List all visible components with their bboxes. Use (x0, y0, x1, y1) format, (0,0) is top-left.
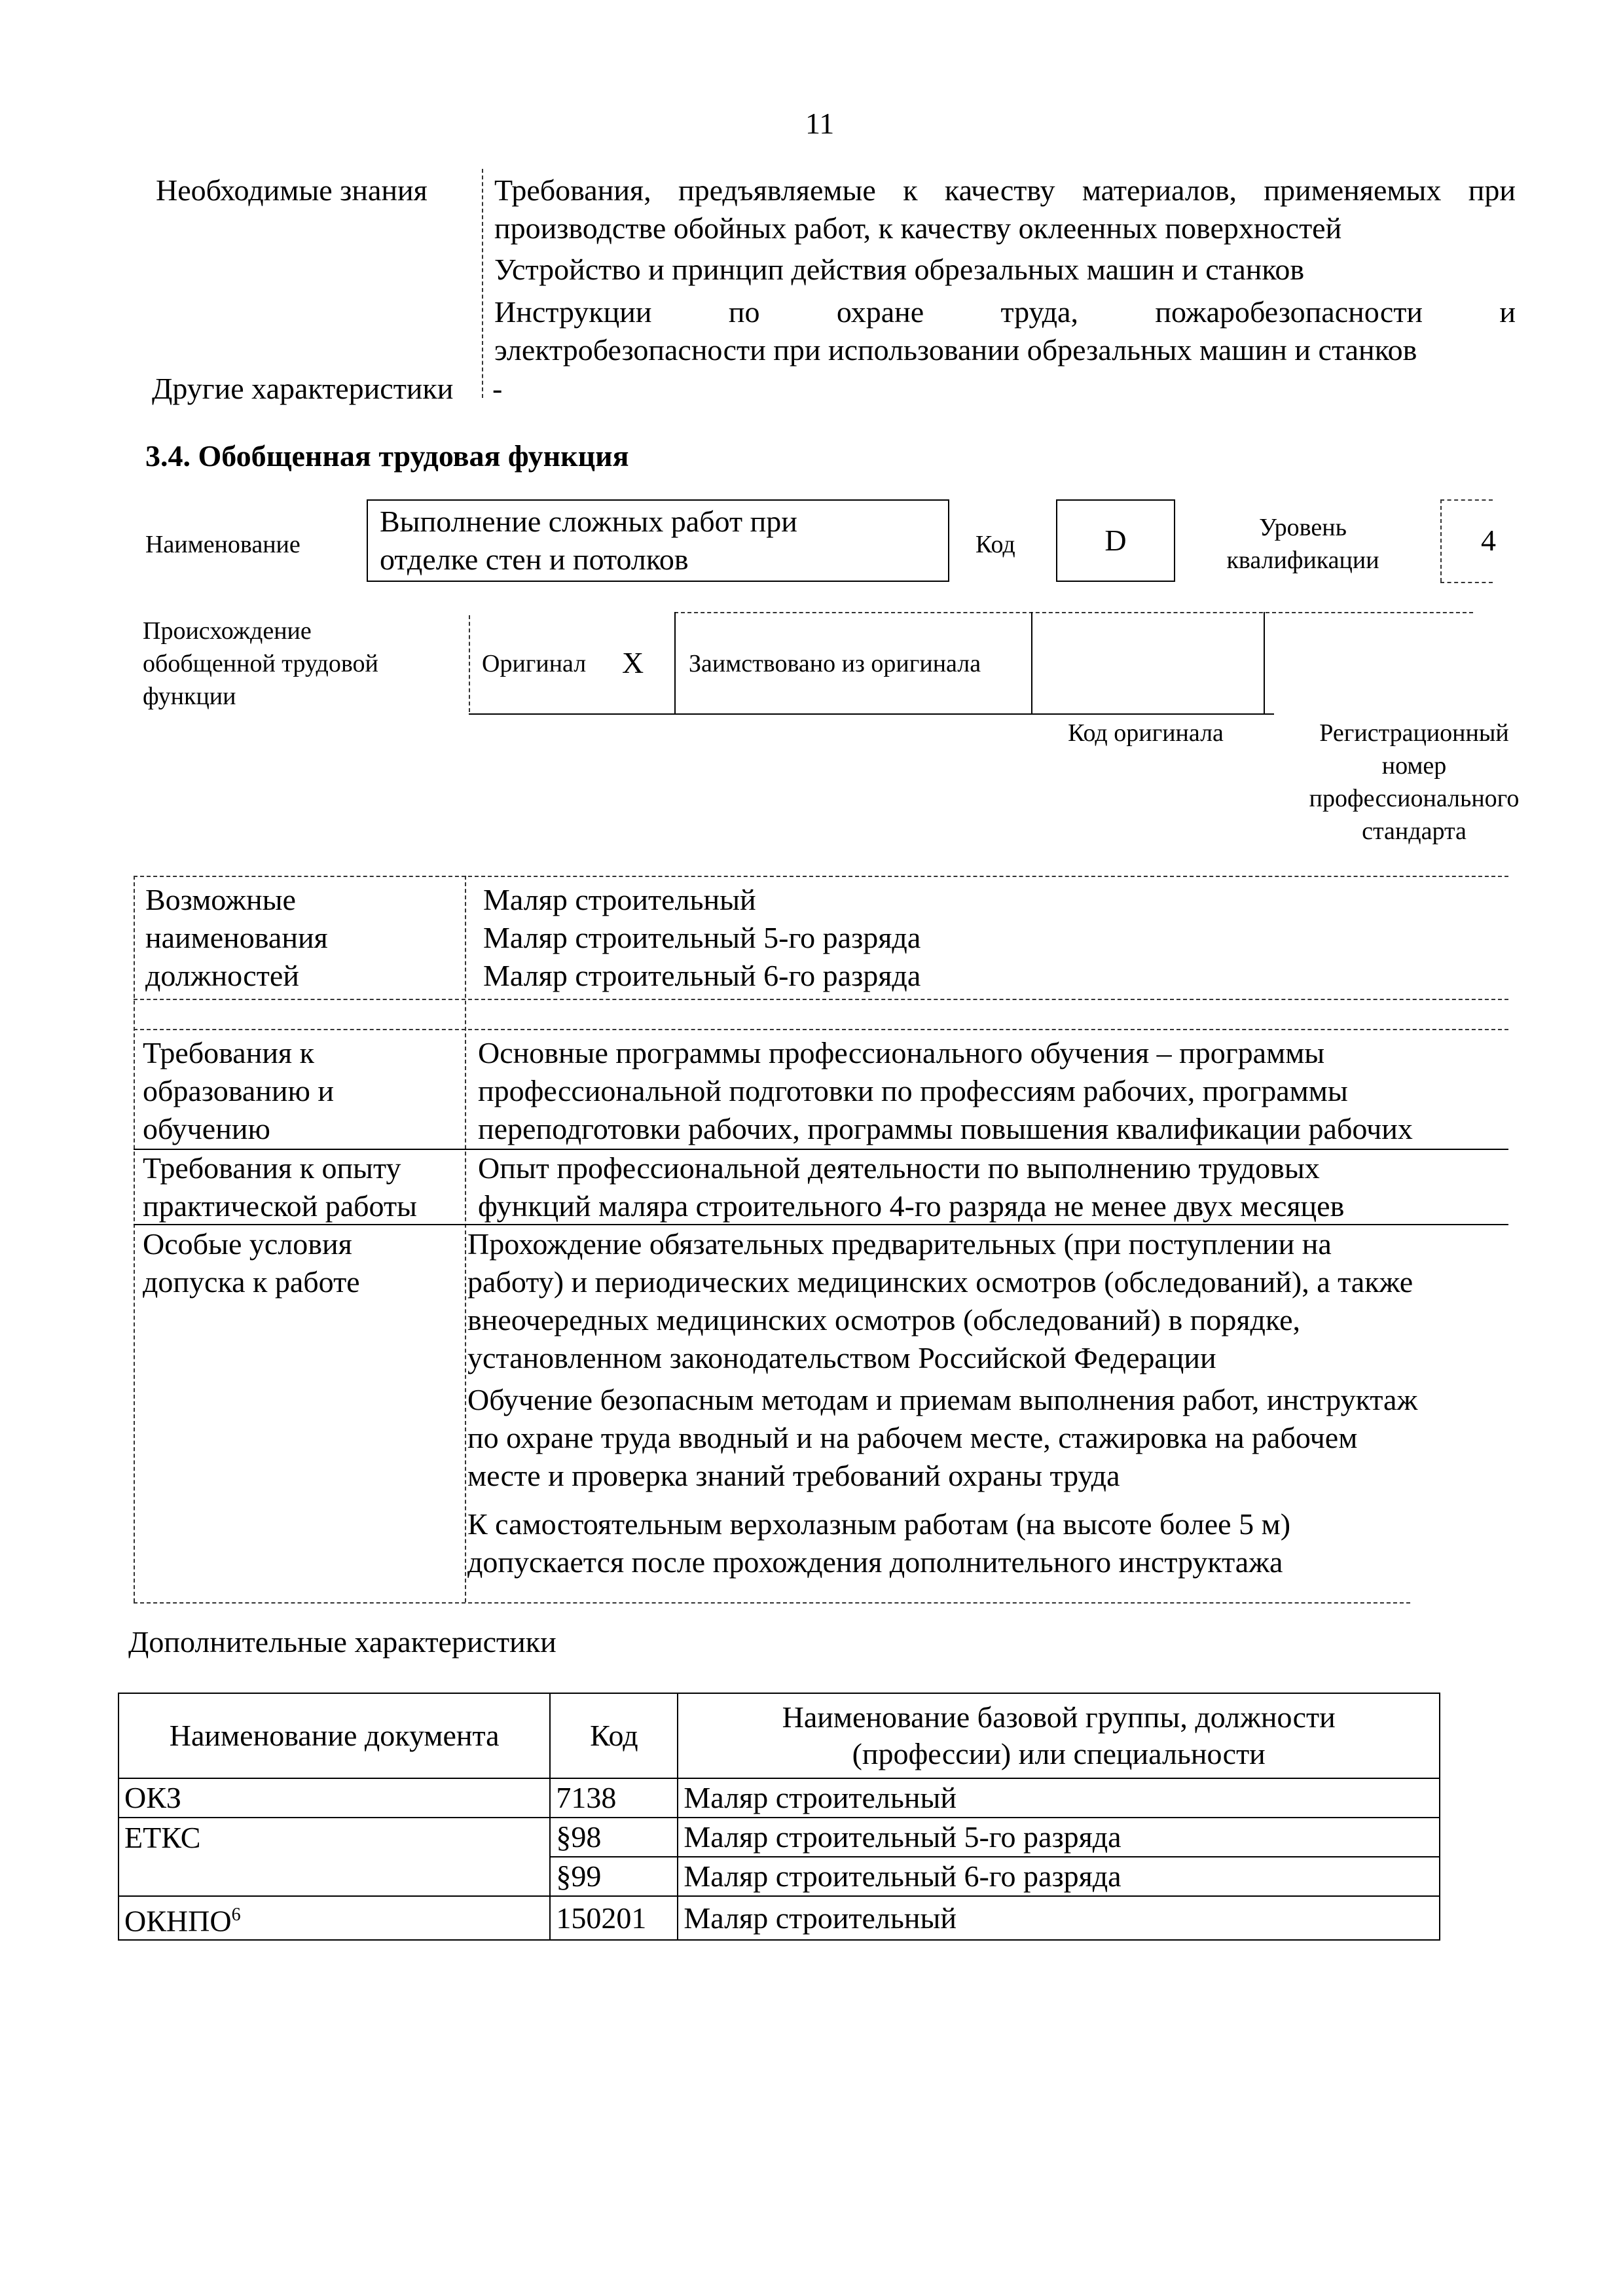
reg-number-caption-3: профессионального (1309, 785, 1520, 812)
positions-label-1: Возможные (145, 883, 296, 916)
row-3-document (119, 1857, 550, 1896)
education-label-3: обучению (143, 1112, 270, 1145)
header-name (678, 1693, 1440, 1778)
position-item-2: Маляр строительный 5-го разряда (483, 921, 921, 954)
code-original-caption: Код оригинала (1068, 719, 1224, 747)
origin-divider-3 (1264, 612, 1265, 713)
conditions-p2-line-3: месте и проверка знаний требований охраны труда (467, 1459, 1120, 1492)
row-2-name: Маляр строительный 5-го разряда (678, 1818, 1440, 1857)
level-box-top (1440, 499, 1493, 501)
row-1-document: ОКЗ (119, 1778, 550, 1818)
page-number: 11 (805, 107, 835, 140)
reg-number-caption-1: Регистрационный (1319, 719, 1509, 747)
header-code: Код (550, 1693, 678, 1778)
additional-title: Дополнительные характеристики (128, 1625, 556, 1659)
level-label-1: Уровень (1259, 514, 1347, 541)
conditions-p1-line-1: Прохождение обязательных предварительных (при поступлении на (467, 1227, 1332, 1261)
function-name-line-2: отделке стен и потолков (380, 543, 689, 576)
table-top-border (134, 876, 1508, 877)
section-title: 3.4. Обобщенная трудовая функция (145, 439, 629, 473)
table-column-divider (465, 876, 466, 1602)
positions-label-2: наименования (145, 921, 328, 954)
footnote-marker: 6 (231, 1905, 241, 1925)
conditions-p3-line-2: допускается после прохождения дополнительного инструктажа (467, 1545, 1283, 1579)
positions-row-bottom (134, 999, 1508, 1000)
other-characteristics-value: - (492, 372, 503, 405)
experience-label-2: практической работы (143, 1189, 417, 1223)
education-label-2: образованию и (143, 1074, 334, 1107)
function-name-line-1: Выполнение сложных работ при (380, 505, 797, 538)
knowledge-item-1-line-2: производстве обойных работ, к качеству оклеенных поверхностей (494, 211, 1342, 245)
row-1-code: 7138 (550, 1778, 678, 1818)
row-4-document (119, 1896, 550, 1940)
original-label: Оригинал (482, 650, 587, 677)
table-left-border (134, 876, 135, 1602)
origin-box-bottom (469, 713, 1274, 715)
table-row (119, 1818, 1440, 1857)
other-characteristics-label: Другие характеристики (152, 372, 454, 405)
additional-header-row (119, 1693, 1440, 1778)
borrowed-label: Заимствовано из оригинала (689, 650, 981, 677)
education-line-3: переподготовки рабочих, программы повышения квалификации рабочих (478, 1112, 1413, 1145)
level-label-2: квалификации (1226, 547, 1379, 574)
conditions-label-1: Особые условия (143, 1227, 352, 1261)
origin-divider-1 (674, 612, 676, 713)
experience-line-1: Опыт профессиональной деятельности по выполнению трудовых (478, 1151, 1320, 1185)
knowledge-item-3-line-2: электробезопасности при использовании обрезальных машин и станков (494, 333, 1417, 367)
knowledge-divider (482, 169, 483, 398)
header-document: Наименование документа (119, 1693, 550, 1778)
origin-label-2: обобщенной трудовой (143, 650, 378, 677)
origin-label-1: Происхождение (143, 617, 312, 645)
row-4-name: Маляр строительный (678, 1896, 1440, 1940)
origin-divider-2 (1031, 612, 1032, 713)
table-row (119, 1896, 1440, 1940)
education-label-1: Требования к (143, 1036, 314, 1069)
table-row (119, 1778, 1440, 1818)
origin-label-3: функции (143, 683, 236, 710)
education-row-top (134, 1029, 1508, 1030)
row-4-document-text: ОКНПО (124, 1904, 232, 1938)
header-name-line-1: Наименование базовой группы, должности (782, 1700, 1336, 1734)
original-mark: X (622, 646, 644, 679)
row-4-code: 150201 (550, 1896, 678, 1940)
row-2-code: §98 (550, 1818, 678, 1857)
positions-label-3: должностей (145, 959, 299, 992)
conditions-p1-line-2: работу) и периодических медицинских осмотров (обследований), а также (467, 1265, 1413, 1299)
position-item-1: Маляр строительный (483, 883, 756, 916)
conditions-label-2: допуска к работе (143, 1265, 360, 1299)
conditions-p1-line-3: внеочередных медицинских осмотров (обследований) в порядке, (467, 1303, 1301, 1336)
knowledge-item-1-line-1: Требования, предъявляемые к качеству материалов, применяемых при (494, 173, 1516, 207)
row-3-code: §99 (550, 1857, 678, 1896)
table-row (119, 1857, 1440, 1896)
level-box-left (1440, 499, 1442, 582)
row-1-name: Маляр строительный (678, 1778, 1440, 1818)
conditions-p1-line-4: установленном законодательством Российской Федерации (467, 1341, 1216, 1374)
education-line-2: профессиональной подготовки по профессиям рабочих, программы (478, 1074, 1348, 1107)
table-bottom-border (134, 1602, 1410, 1604)
header-name-line-2: (профессии) или специальности (852, 1737, 1266, 1770)
row-3-name: Маляр строительный 6-го разряда (678, 1857, 1440, 1896)
knowledge-item-3-line-1: Инструкции по охране труда, пожаробезопасности и (494, 295, 1516, 329)
function-code-value: D (1104, 524, 1127, 557)
conditions-p2-line-1: Обучение безопасным методам и приемам выполнения работ, инструктаж (467, 1383, 1418, 1416)
level-box-bottom (1440, 582, 1493, 583)
reg-number-caption-4: стандарта (1362, 817, 1467, 845)
reg-number-caption-2: номер (1381, 752, 1447, 780)
origin-box-top (674, 612, 1473, 613)
origin-box-left (469, 615, 470, 712)
additional-table (118, 1693, 1440, 1941)
function-name-label: Наименование (145, 531, 301, 558)
function-code-label: Код (976, 531, 1015, 558)
conditions-p3-line-1: К самостоятельным верхолазным работам (на высоте более 5 м) (467, 1507, 1291, 1541)
experience-line-2: функций маляра строительного 4-го разряда не менее двух месяцев (478, 1189, 1345, 1223)
experience-label-1: Требования к опыту (143, 1151, 401, 1185)
conditions-p2-line-2: по охране труда вводный и на рабочем месте, стажировка на рабочем (467, 1421, 1358, 1454)
position-item-3: Маляр строительный 6-го разряда (483, 959, 921, 992)
knowledge-item-2-line-1: Устройство и принцип действия обрезальных машин и станков (494, 253, 1305, 286)
knowledge-label: Необходимые знания (156, 173, 428, 207)
row-2-document: ЕТКС (119, 1818, 550, 1857)
education-line-1: Основные программы профессионального обучения – программы (478, 1036, 1325, 1069)
level-value: 4 (1481, 524, 1496, 557)
